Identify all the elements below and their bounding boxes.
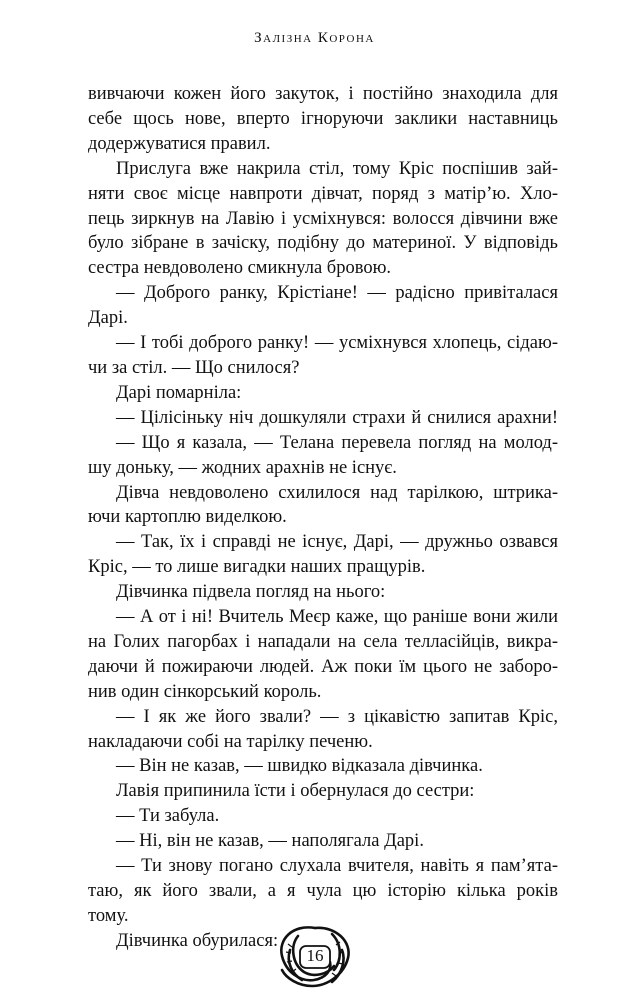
text-line: тому.	[88, 905, 129, 926]
text-line: няти своє місце навпроти дівчат, поряд з матір’ю. Хло-	[88, 183, 558, 204]
text-line: Дівчинка підвела погляд на нього:	[116, 582, 386, 603]
text-line: — Ти забула.	[116, 806, 220, 827]
text-line: — І як же його звали? — з цікавістю запитав Кріс,	[116, 706, 558, 727]
text-line: — Доброго ранку, Крістіане! — радісно привіталася	[116, 283, 558, 304]
text-line: — Ні, він не казав, — наполягала Дарі.	[116, 831, 424, 852]
text-line: нив один сінкорський король.	[88, 681, 322, 702]
text-line: Лавія припинила їсти і обернулася до сестри:	[116, 781, 475, 802]
text-line: — А от і ні! Вчитель Меєр каже, що раніше вони жили	[116, 607, 558, 628]
text-line: Дівчинка обурилася:	[116, 930, 279, 951]
text-line: накладаючи собі на тарілку печеню.	[88, 731, 373, 752]
text-line: даючи й пожираючи людей. Аж поки їм цього не заборо-	[88, 656, 558, 677]
text-line: — І тобі доброго ранку! — усміхнувся хлопець, сідаю-	[116, 333, 558, 354]
text-line: Дарі.	[88, 308, 128, 329]
page-number-ornament	[270, 920, 360, 992]
page-number: 16	[306, 946, 324, 965]
text-line: себе щось нове, вперто ігноруючи заклики наставниць	[88, 108, 558, 129]
text-line: Дарі помарніла:	[116, 382, 242, 403]
text-line: Кріс, — то лише вигадки наших пращурів.	[88, 557, 426, 578]
text-line: Дівча невдоволено схилилося над тарілкою, штрика-	[116, 482, 558, 503]
text-line: — Цілісіньку ніч дошкуляли страхи й снилися арахни!	[116, 407, 558, 428]
text-line: Прислуга вже накрила стіл, тому Кріс поспішив зай-	[116, 158, 558, 179]
text-line: — Так, їх і справді не існує, Дарі, — дружньо озвався	[116, 532, 558, 553]
text-line: шу доньку, — жодних арахнів не існує.	[88, 457, 397, 478]
text-line: — Що я казала, — Телана перевела погляд на молод-	[116, 432, 558, 453]
text-line: вивчаючи кожен його закуток, і постійно знаходила для	[88, 84, 558, 104]
text-line: таю, як його звали, а я чула цю історію кілька років	[88, 881, 558, 901]
text-line: ючи картоплю виделкою.	[88, 507, 287, 528]
text-line: додержуватися правил.	[88, 133, 271, 154]
body-text	[88, 82, 558, 954]
text-line: пець зиркнув на Лавію і усміхнувся: волосся дівчини вже	[88, 208, 558, 229]
text-line: на Голих пагорбах і нападали на села телласійців, викра-	[88, 631, 558, 652]
running-header: Залізна Корона	[254, 30, 375, 46]
text-line: сестра невдоволено смикнула бровою.	[88, 258, 392, 279]
text-line: було зібране в зачіску, подібну до материної. У відповідь	[88, 233, 558, 254]
text-line: — Ти знову погано слухала вчителя, навіть я пам’ята-	[116, 856, 558, 877]
text-line: — Він не казав, — швидко відказала дівчинка.	[116, 756, 483, 777]
text-line: чи за стіл. — Що снилося?	[88, 357, 300, 378]
